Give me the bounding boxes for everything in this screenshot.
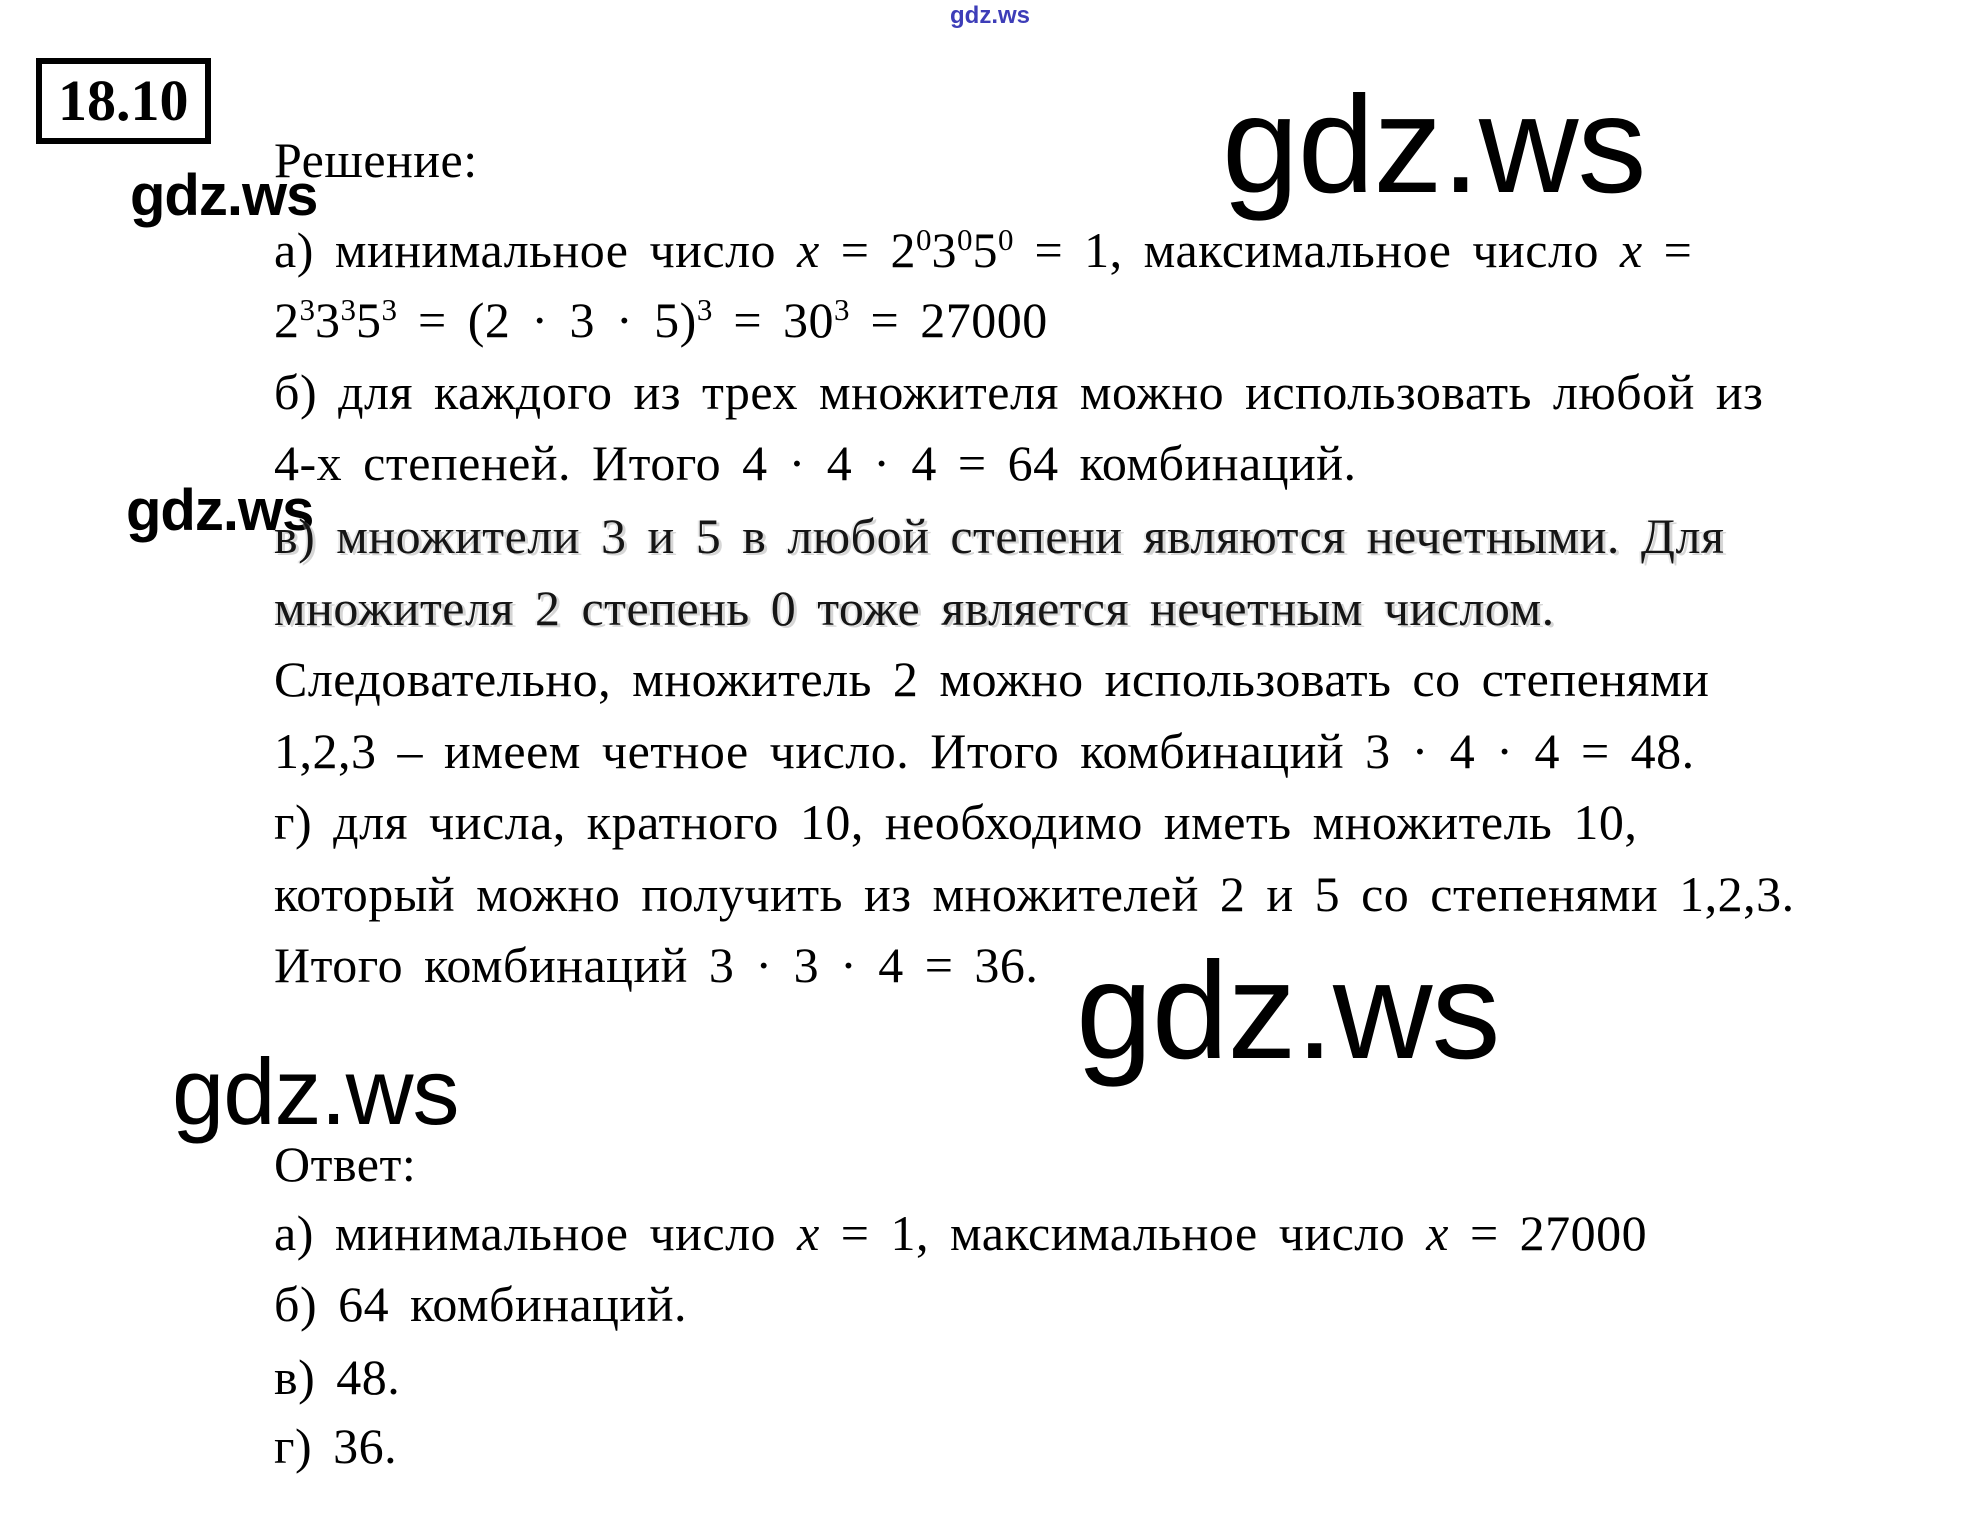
- watermark-gdz-top-small: gdz.ws: [950, 2, 1031, 29]
- problem-number-box: [36, 58, 211, 144]
- solution-line-v-1: в) множители 3 и 5 в любой степени являются нечетными. Для: [274, 508, 1725, 564]
- answer-line-v: в) 48.: [274, 1349, 401, 1405]
- answer-line-b: б) 64 комбинаций.: [274, 1276, 687, 1332]
- answer-line-a: а) минимальное число x = 1, максимальное число x = 27000: [274, 1205, 1648, 1261]
- solution-line-g-3: Итого комбинаций 3 · 3 · 4 = 36.: [274, 937, 1039, 993]
- solution-line-v-4: 1,2,3 – имеем четное число. Итого комбинаций 3 · 4 · 4 = 48.: [274, 723, 1695, 779]
- solution-line-v-3: Следовательно, множитель 2 можно использовать со степенями: [274, 651, 1710, 707]
- watermark-gdz-left-1: gdz.ws: [130, 163, 318, 228]
- watermark-gdz-left-3: gdz.ws: [172, 1039, 459, 1144]
- watermark-gdz-left-2: gdz.ws: [126, 478, 314, 543]
- answer-heading: Ответ:: [274, 1136, 417, 1192]
- watermark-gdz-top-right: gdz.ws: [1222, 68, 1646, 222]
- answer-line-g: г) 36.: [274, 1418, 398, 1474]
- solution-heading: Решение:: [274, 132, 478, 188]
- solution-line-b-1: б) для каждого из трех множителя можно использовать любой из: [274, 364, 1764, 420]
- watermark-gdz-middle: gdz.ws: [1076, 934, 1500, 1088]
- solution-line-a-1: а) минимальное число $x = 2^03^05^0 = 1$, максимальное число x =: [274, 221, 1693, 278]
- solution-line-b-2: 4-х степеней. Итого 4 · 4 · 4 = 64 комбинаций.: [274, 435, 1357, 491]
- solution-line-a-2: $2^33^35^3 = (2 \cdot 3 \cdot 5)^3 = 30^3 = 27000$: [274, 291, 1048, 348]
- solution-line-g-2: который можно получить из множителей 2 и 5 со степенями 1,2,3.: [274, 866, 1795, 922]
- solution-line-v-2: множителя 2 степень 0 тоже является нечетным числом.: [274, 580, 1555, 636]
- solution-line-g-1: г) для числа, кратного 10, необходимо иметь множитель 10,: [274, 794, 1638, 850]
- problem-number: 18.10: [58, 68, 189, 133]
